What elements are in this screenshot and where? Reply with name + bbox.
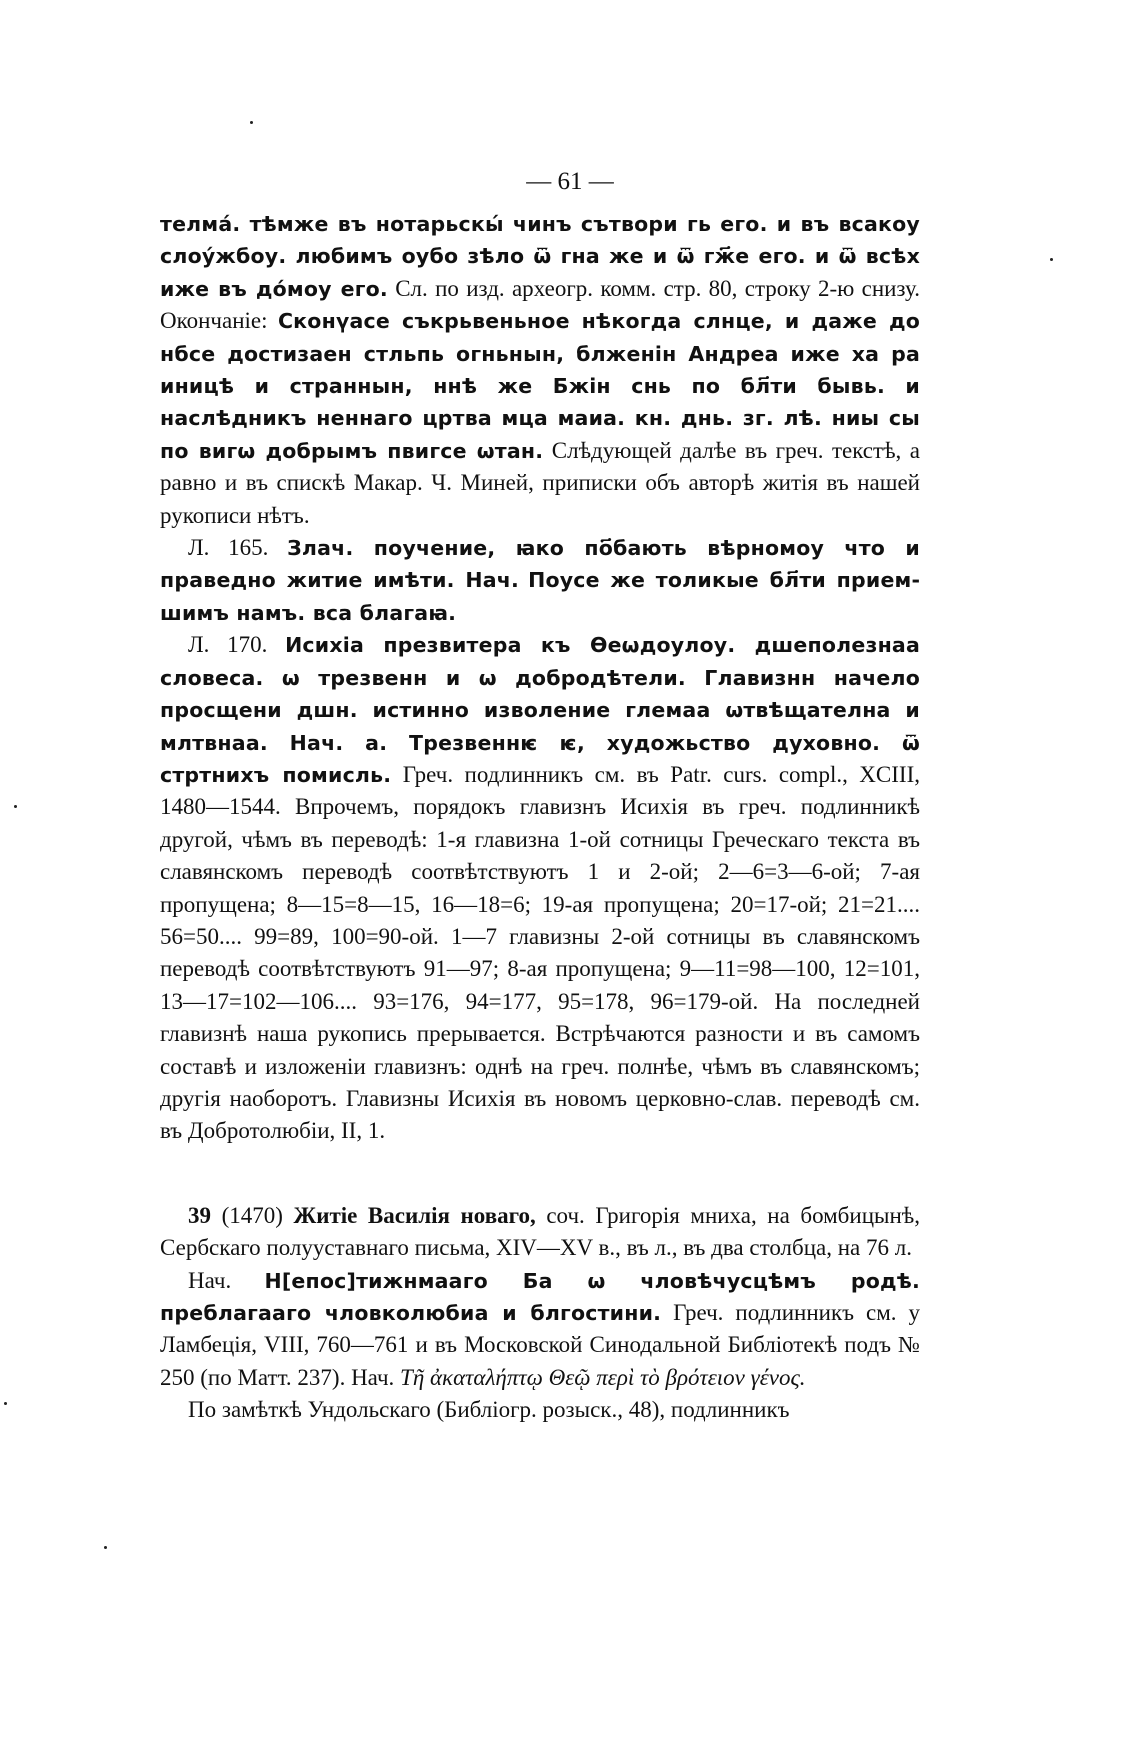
- paragraph-note: [160, 1394, 920, 1426]
- body-text: соч. Григорія мниха, на бомбицынѣ, Сербскаго полууставнаго письма, XIV—XV в., въ л., въ два столбца, на 76 л.: [160, 1202, 921, 1261]
- paragraph-leaf-165: [160, 532, 920, 629]
- scan-speck: [250, 121, 253, 124]
- paragraph-incipit: [160, 1265, 920, 1395]
- paragraph-leaf-170: [160, 629, 920, 1148]
- church-slavonic-text: телма́. тѣмже въ нотарьскы́ чинъ сътвори гь его. и въ всакоу слоу́жбоу. любимъ оубо зѣло ѿ гна же и ѿ гж҃е его. и ѿ всѣх иже въ до́моу его.: [160, 212, 920, 301]
- body-text: (1470): [211, 1202, 294, 1228]
- scan-speck: [4, 1402, 7, 1405]
- church-slavonic-text: Злач. поучение, ꙗко по҃бають вѣрномоу что и праведно житие имѣти. Нач.: [160, 536, 920, 593]
- scan-speck: [1050, 258, 1053, 261]
- church-slavonic-text: Н[епос]тижнмааго Ба ѡ чловѣчусцѣмъ родѣ. преблагааго чловколюбиа и блгостини.: [160, 1268, 921, 1325]
- paragraph-ending-quote: [160, 208, 920, 532]
- leaf-reference: Л. 170.: [188, 632, 286, 658]
- body-text: Нач.: [188, 1267, 265, 1293]
- page-body: [160, 208, 920, 1427]
- church-slavonic-text: Поусе же толикые бл҃ти приемшимъ намъ. вса благаꙗ.: [160, 568, 921, 625]
- page-number: — 61 —: [526, 168, 614, 195]
- body-text: Слѣдующей далѣе въ греч. текстѣ, а равно и въ спискѣ Макар. Ч. Миней, приписки объ авторѣ житія въ нашей рукописи нѣтъ.: [160, 437, 920, 528]
- body-text: Греч. подлинникъ см. въ Patr. curs. compl., XCIII, 1480—1544. Впрочемъ, порядокъ главизнъ Исихія въ греч. подлинникѣ другой, чѣмъ въ переводѣ: 1-я главизна 1-ой сотницы Греческаго текста въ славянскомъ переводѣ соотвѣтствуютъ 1 и 2-ой; 2—6=3—6-ой; 7-ая пропущена; 8—15=8—15, 16—18=6; 19-ая пропущена; 20=17-ой; 21=21.... 56=50.... 99=89, 100=90-ой. 1—7 главизны 2-ой сотницы въ славянскомъ переводѣ соотвѣтствуютъ 91—97; 8-ая пропущена; 9—11=98—100, 12=101, 13—17=102—106.... 93=176, 94=177, 95=178, 96=179-ой. На последней главизнѣ наша рукопись прерывается. Встрѣчаются разности и въ самомъ составѣ и изложеніи главизнъ: однѣ на греч. полнѣе, чѣмъ въ славянскомъ; другія наоборотъ. Главизны Исихія въ новомъ церковно-слав. переводѣ см. въ Добротолюбіи, II, 1.: [160, 761, 920, 1144]
- body-text: Сл. по изд. археогр. комм. стр. 80, строку 2-ю снизу. Окончаніе:: [160, 275, 920, 334]
- entry-number: 39: [188, 1202, 211, 1228]
- church-slavonic-text: Сконүасе съкрьвеньное нѣкогда слнце, и даже до нбсе достизаен стльпь огньнын, блженін Андреа иже ха ра иницѣ и страннын, ннѣ же Бжін снь по бл҃ти бывь. и наслѣдникъ неннаго цртва мца маиа. кн. днь. зг. лѣ. ниы сы по вигѡ добрымъ пвигсе ѡтан.: [160, 309, 921, 463]
- greek-text: Τῆ ἀκαταλήπτῳ Θεῷ περὶ τὸ βρότειον γένος.: [400, 1364, 806, 1390]
- body-text: По замѣткѣ Ундольскаго (Библіогр. розыск., 48), подлинникъ: [188, 1397, 790, 1423]
- body-text: [519, 567, 528, 592]
- scan-speck: [14, 805, 17, 808]
- section-spacer: [160, 1148, 920, 1200]
- church-slavonic-text: Исихіа презвитера къ Ѳеωдоулоу. дшеполезнаа словеса. ѡ трезвенн и ѡ добродѣтели. Главизнн начело просщени дшн. истинно изволение глемаа ѡтвѣщателна и млтвнаа. Нач. а. Трезвеннѥ ѥ, художьство духовно. ѿ стртнихъ помисль.: [160, 633, 921, 787]
- scan-speck: [104, 1546, 107, 1549]
- leaf-reference: Л. 165.: [188, 535, 288, 561]
- body-text: Греч. подлинникъ см. у Ламбеція, VIII, 760—761 и въ Московской Синодальной Библіотекѣ подъ № 250 (по Матт. 237). Нач.: [160, 1300, 920, 1390]
- entry-title: Житіе Василія новаго,: [293, 1202, 536, 1228]
- entry-39: [160, 1200, 920, 1265]
